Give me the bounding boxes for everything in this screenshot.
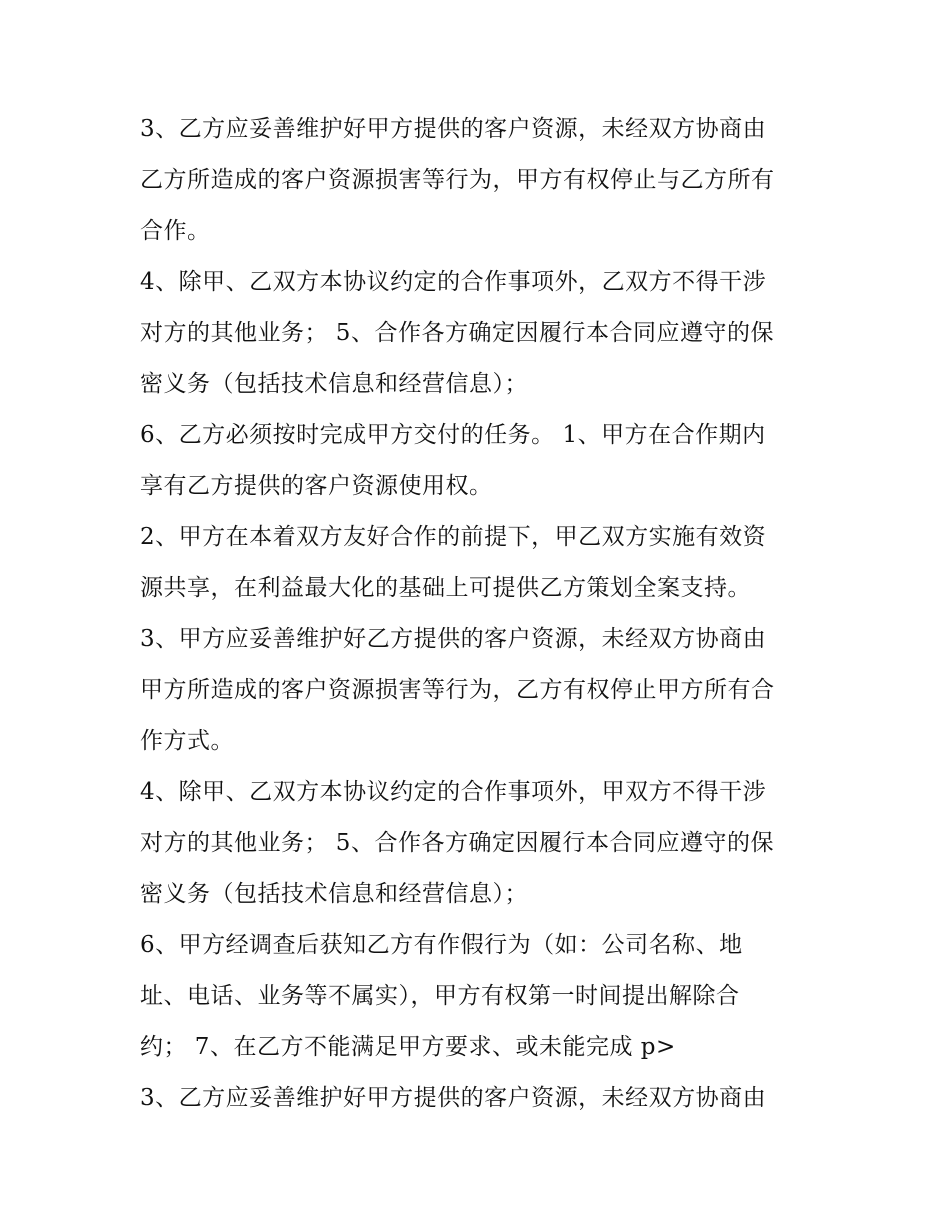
text-line: 约； 7、在乙方不能满足甲方要求、或未能完成 p> (140, 1034, 676, 1060)
text-line: 3、乙方应妥善维护好甲方提供的客户资源，未经双方协商由 (140, 116, 767, 142)
text-line: 址、电话、业务等不属实），甲方有权第一时间提出解除合 (140, 983, 740, 1009)
text-line: 合作。 (140, 218, 211, 244)
text-line: 密义务（包括技术信息和经营信息）； (140, 881, 528, 907)
text-line: 享有乙方提供的客户资源使用权。 (140, 473, 493, 499)
text-line: 3、甲方应妥善维护好乙方提供的客户资源，未经双方协商由 (140, 626, 767, 652)
text-line: 6、甲方经调查后获知乙方有作假行为（如：公司名称、地 (140, 932, 743, 958)
text-line: 作方式。 (140, 728, 234, 754)
text-line: 4、除甲、乙双方本协议约定的合作事项外，乙双方不得干涉 (140, 269, 767, 295)
text-line: 3、乙方应妥善维护好甲方提供的客户资源，未经双方协商由 (140, 1085, 767, 1111)
document-body (140, 104, 820, 1124)
text-line: 对方的其他业务； 5、合作各方确定因履行本合同应遵守的保 (140, 830, 774, 856)
text-line: 乙方所造成的客户资源损害等行为，甲方有权停止与乙方所有 (140, 167, 775, 193)
text-line: 甲方所造成的客户资源损害等行为，乙方有权停止甲方所有合 (140, 677, 775, 703)
text-line: 6、乙方必须按时完成甲方交付的任务。 1、甲方在合作期内 (140, 422, 766, 448)
text-line: 2、甲方在本着双方友好合作的前提下，甲乙双方实施有效资 (140, 524, 767, 550)
text-line: 密义务（包括技术信息和经营信息）； (140, 371, 528, 397)
text-line: 对方的其他业务； 5、合作各方确定因履行本合同应遵守的保 (140, 320, 774, 346)
text-line: 源共享，在利益最大化的基础上可提供乙方策划全案支持。 (140, 575, 751, 601)
text-line: 4、除甲、乙双方本协议约定的合作事项外，甲双方不得干涉 (140, 779, 767, 805)
